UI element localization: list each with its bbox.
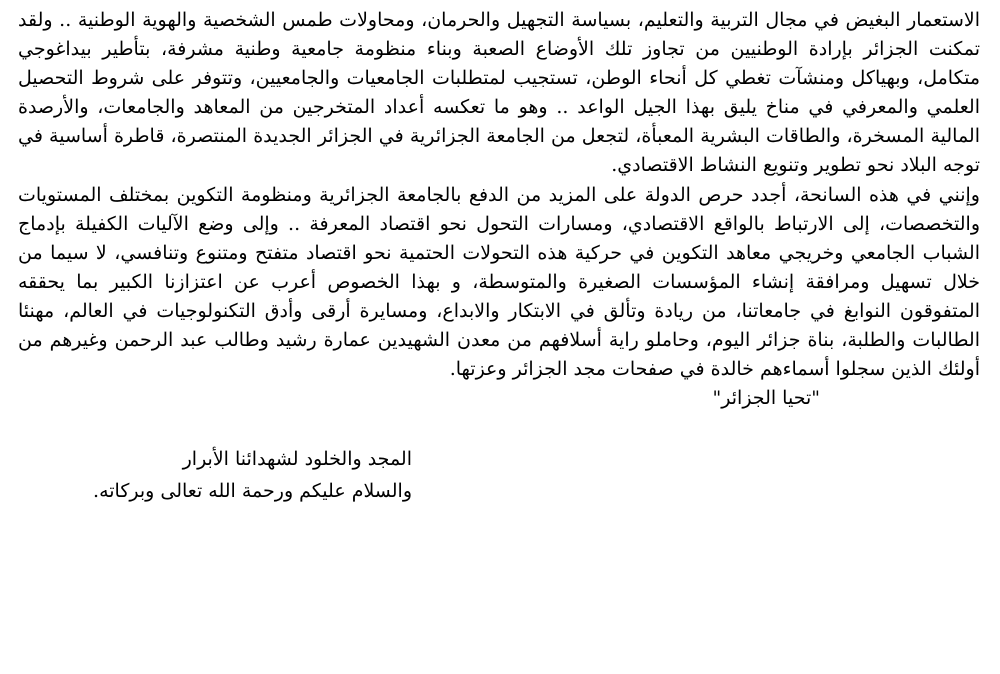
signoff-block [18, 443, 980, 507]
signoff-greeting-line: والسلام عليكم ورحمة الله تعالى وبركاته. [93, 480, 412, 502]
signoff-martyrs-line: المجد والخلود لشهدائنا الأبرار [182, 448, 412, 470]
paragraph-education-history: الاستعمار البغيض في مجال التربية والتعليم، بسياسة التجهيل والحرمان، ومحاولات طمس الشخصية والهوية الوطنية .. ولقد تمكنت الجزائر بإرادة الوطنيين من تجاوز تلك الأوضاع الصعبة وبناء منظومة جامعية وطنية مشرفة، بتأطير بيداغوجي متكامل، وبهياكل ومنشآت تغطي كل أنحاء الوطن، تستجيب لمتطلبات الجامعيات والجامعيين، وتتوفر على شروط التحصيل العلمي والمعرفي في مناخ يليق بهذا الجيل الواعد .. وهو ما تعكسه أعداد المتخرجين من المعاهد والجامعات، والأرصدة المالية المسخرة، والطاقات البشرية المعبأة، لتجعل من الجامعة الجزائرية في الجزائر الجديدة المنتصرة، قاطرة أساسية في توجه البلاد نحو تطوير وتنويع النشاط الاقتصادي. [18, 9, 980, 176]
closing-exclamation: "تحيا الجزائر" [712, 387, 820, 409]
paragraph-university-economy: وإنني في هذه السانحة، أجدد حرص الدولة على المزيد من الدفع بالجامعة الجزائرية ومنظومة التكوين بمختلف المستويات والتخصصات، إلى الارتباط بالواقع الاقتصادي، ومسارات التحول نحو اقتصاد المعرفة .. وإلى وضع الآليات الكفيلة بإدماج الشباب الجامعي وخريجي معاهد التكوين في حركية هذه التحولات الحتمية نحو اقتصاد متفتح ومتنوع وتنافسي، لا سيما من خلال تسهيل ومرافقة إنشاء المؤسسات الصغيرة والمتوسطة، و بهذا الخصوص أعرب عن اعتزازنا الكبير بما يحققه المتفوقون النوابغ في جامعاتنا، من ريادة وتألق في الابتكار والابداع، ومسايرة أرقى وأدق التكنولوجيات في العالم، مهنئا الطالبات والطلبة، بناة جزائر اليوم، وحاملو راية أسلافهم من معدن الشهيدين عمارة رشيد وطالب عبد الرحمن وغيرهم من أولئك الذين سجلوا أسماءهم خالدة في صفحات مجد الجزائر وعزتها. [18, 184, 980, 380]
